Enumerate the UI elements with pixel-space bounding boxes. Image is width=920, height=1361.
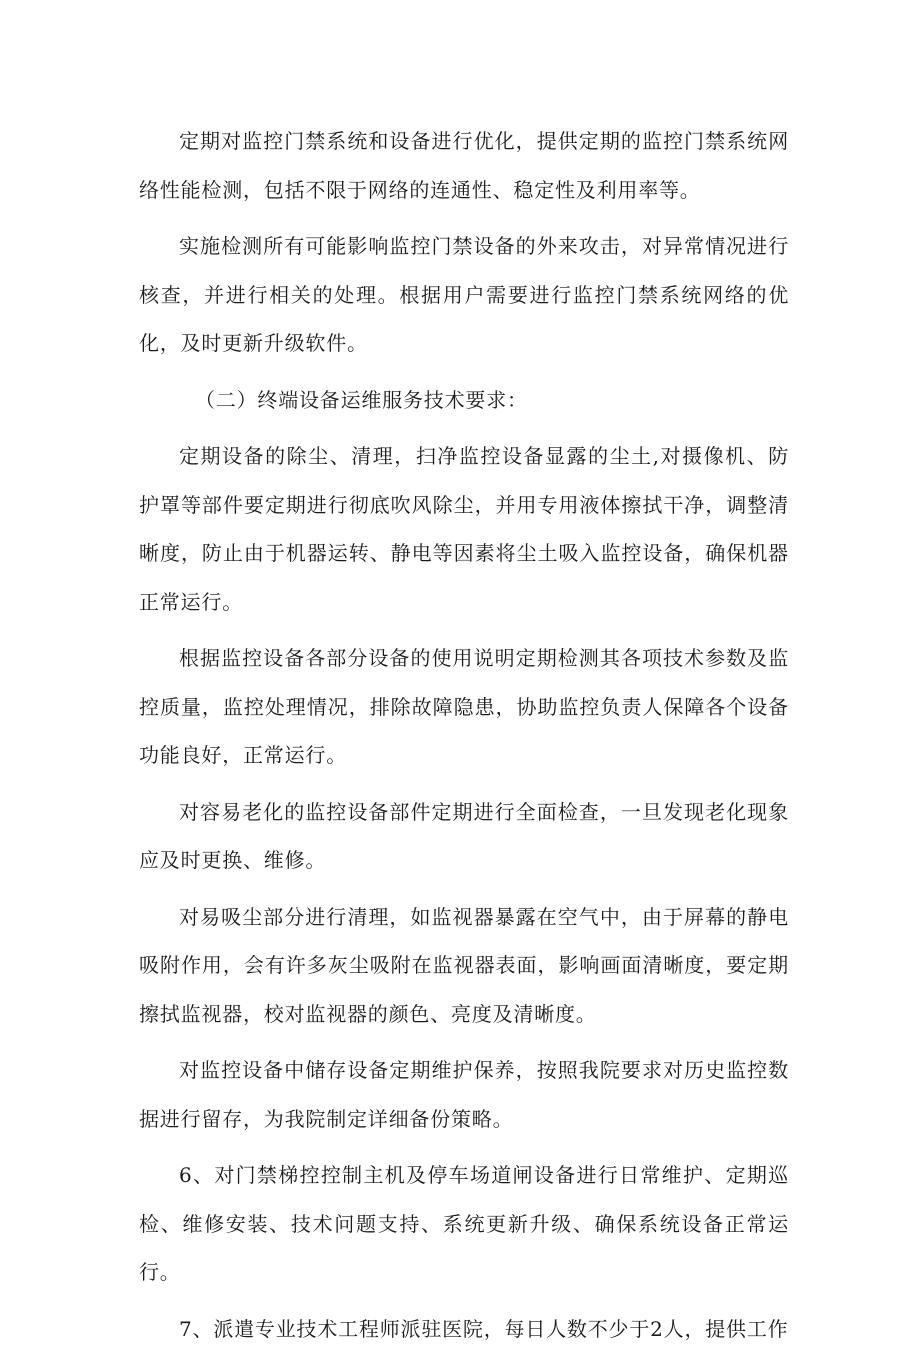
paragraph-item-6: 6、对门禁梯控控制主机及停车场道闸设备进行日常维护、定期巡检、维修安装、技术问题支持、系统更新升级、确保系统设备正常运行。 — [139, 1163, 789, 1284]
paragraph-item-7: 7、派遣专业技术工程师派驻医院，每日人数不少于2人，提供工作 — [179, 1316, 789, 1341]
paragraph-network-optimization: 定期对监控门禁系统和设备进行优化，提供定期的监控门禁系统网络性能检测，包括不限于网络的连通性、稳定性及利用率等。 — [139, 129, 789, 202]
paragraph-aging-inspection: 对容易老化的监控设备部件定期进行全面检查，一旦发现老化现象应及时更换、维修。 — [139, 799, 789, 872]
paragraph-attack-detection: 实施检测所有可能影响监控门禁设备的外来攻击，对异常情况进行核查，并进行相关的处理。根据用户需要进行监控门禁系统网络的优化，及时更新升级软件。 — [139, 234, 789, 355]
paragraph-storage-maintenance: 对监控设备中储存设备定期维护保养，按照我院要求对历史监控数据进行留存，为我院制定详细备份策略。 — [139, 1058, 789, 1131]
paragraph-dust-cleaning: 定期设备的除尘、清理，扫净监控设备显露的尘土,对摄像机、防护罩等部件要定期进行彻底吹风除尘，并用专用液体擦拭干净，调整清晰度，防止由于机器运转、静电等因素将尘土吸入监控设备，确保机器正常运行。 — [139, 444, 789, 614]
paragraph-parameter-inspection: 根据监控设备各部分设备的使用说明定期检测其各项技术参数及监控质量，监控处理情况，排除故障隐患，协助监控负责人保障各个设备功能良好，正常运行。 — [139, 646, 789, 767]
section-heading-terminal-maintenance: （二）终端设备运维服务技术要求： — [195, 387, 528, 412]
paragraph-monitor-cleaning: 对易吸尘部分进行清理，如监视器暴露在空气中，由于屏幕的静电吸附作用，会有许多灰尘吸附在监视器表面，影响画面清晰度，要定期擦拭监视器，校对监视器的颜色、亮度及清晰度。 — [139, 904, 789, 1026]
document-body — [139, 117, 789, 1361]
